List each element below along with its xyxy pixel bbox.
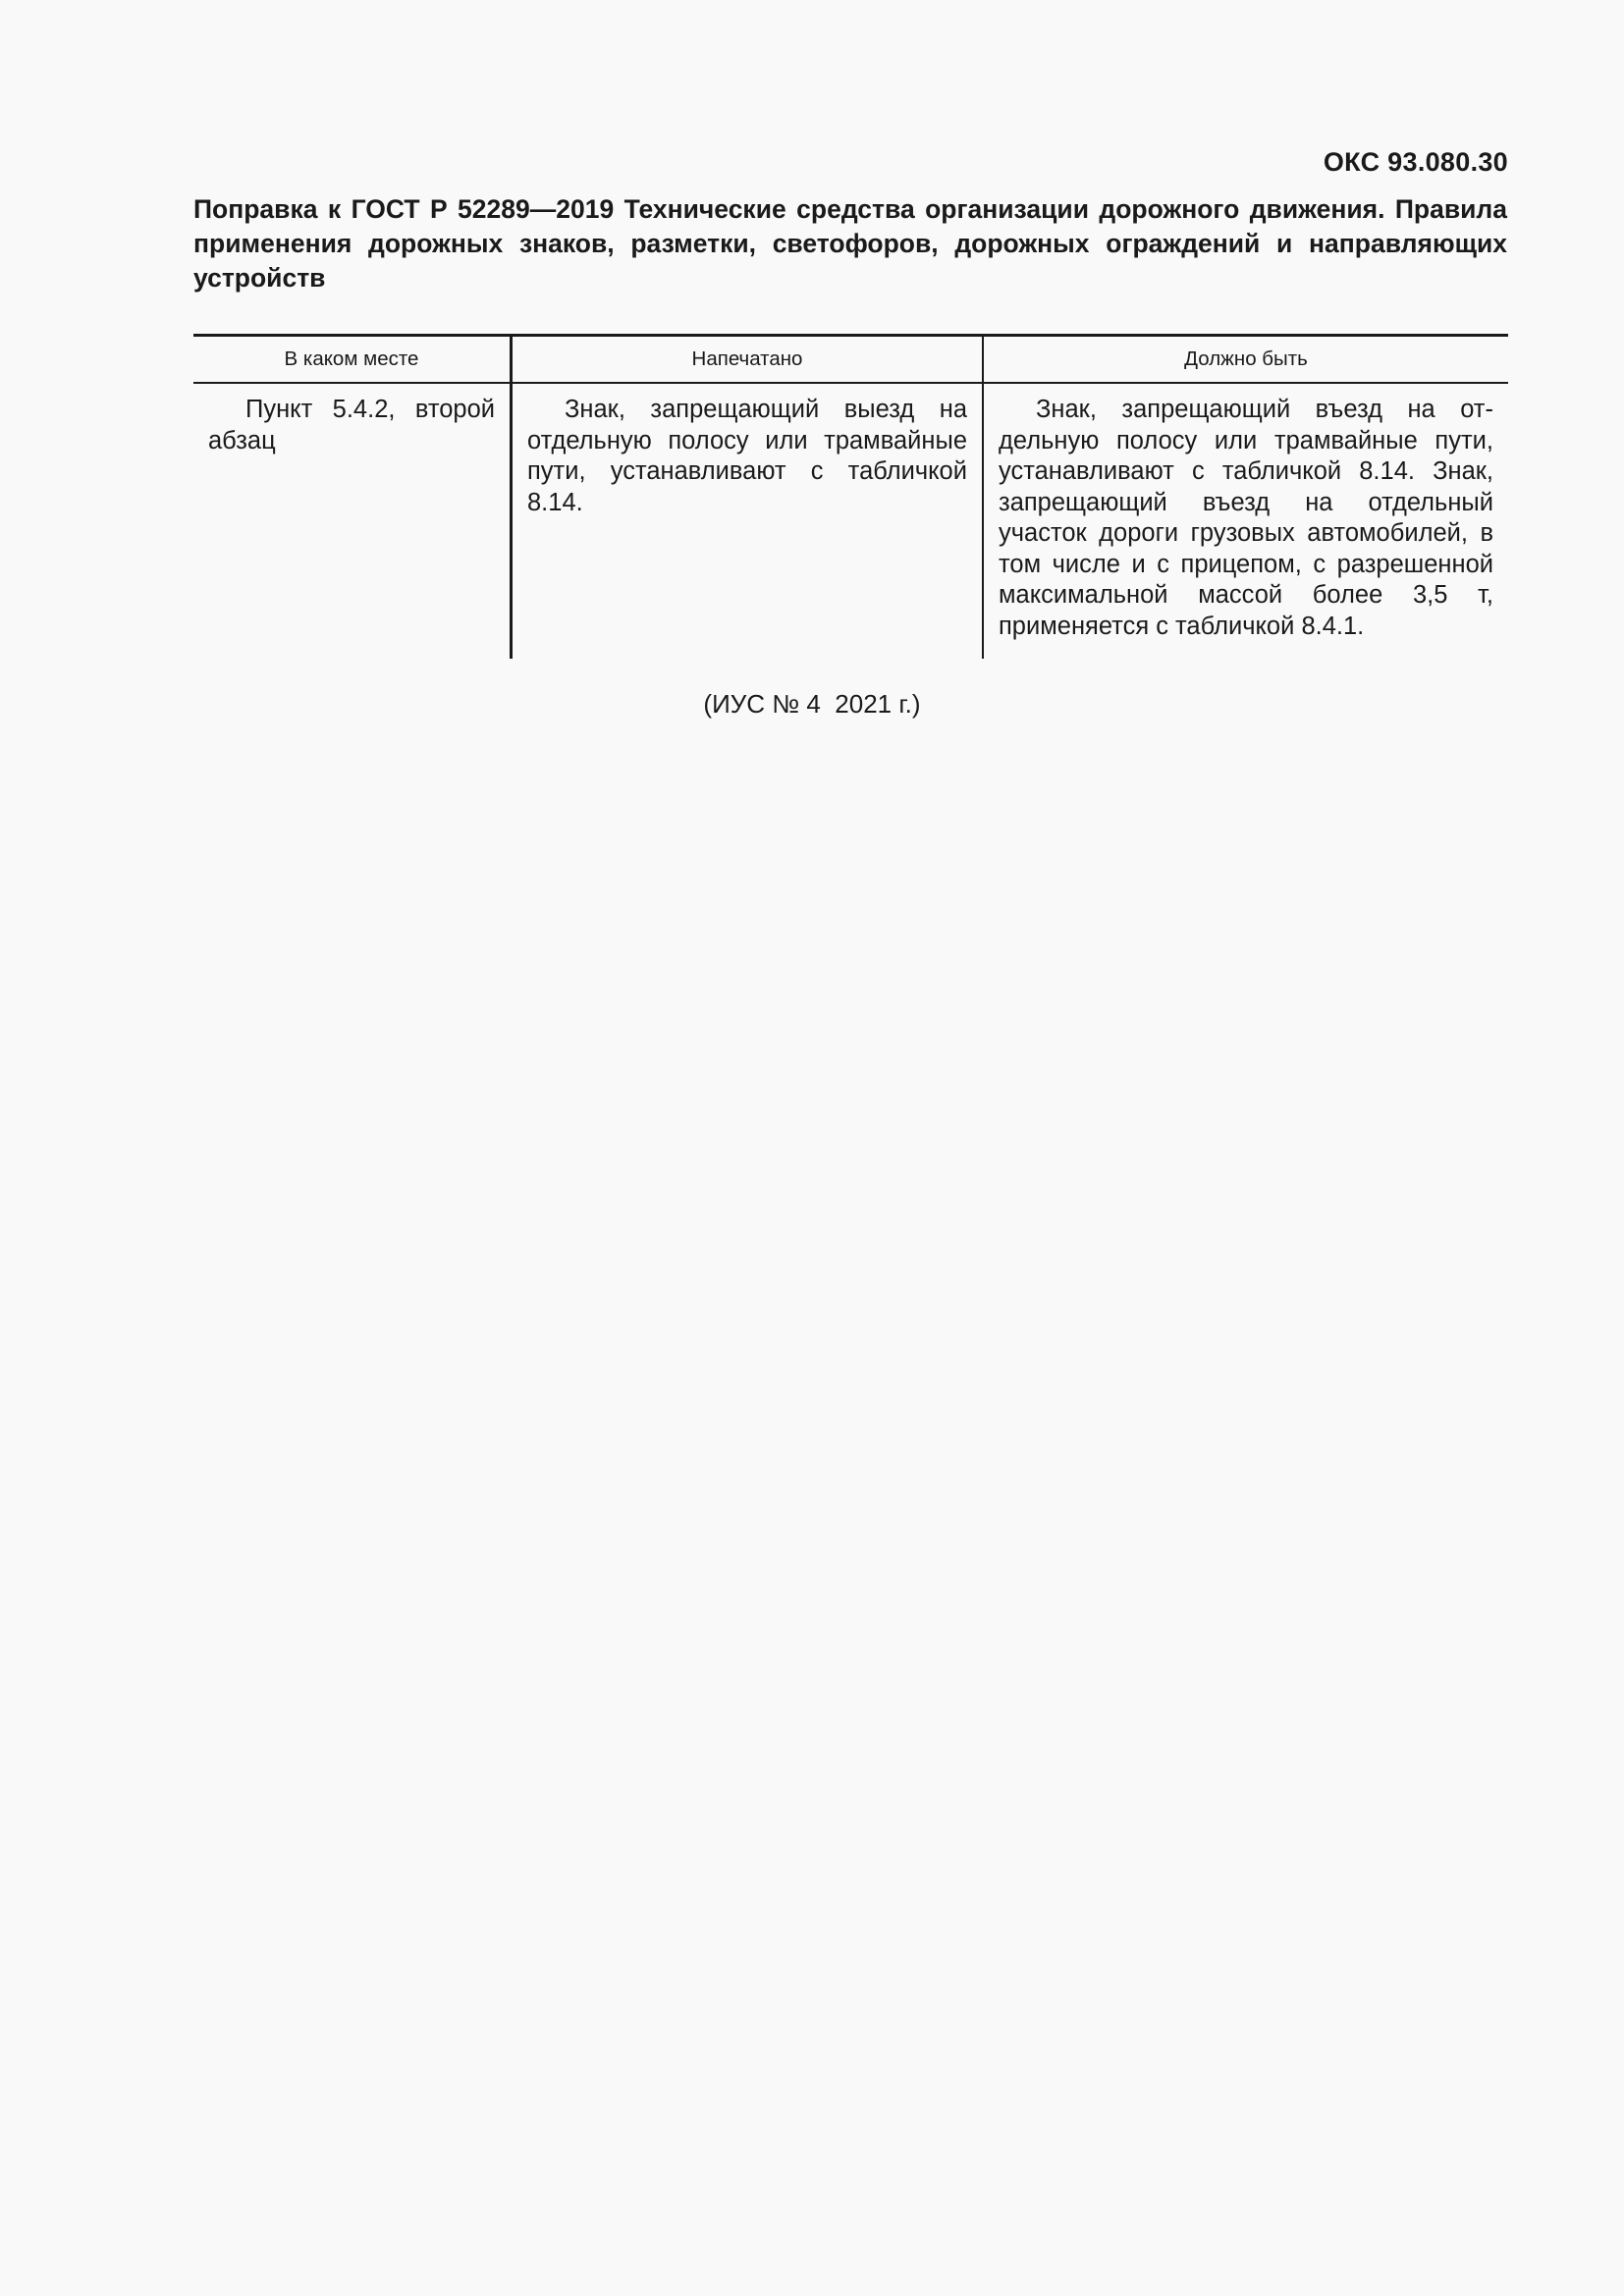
header-place: В каком месте — [284, 347, 419, 370]
header-printed: Напечатано — [510, 337, 982, 382]
cell-place: Пункт 5.4.2, второй абзац — [208, 396, 495, 454]
cell-should-be: Знак, запрещающий въезд на отдельную полосу или трамвайные пути, устанавливают с табличкой 8.14. Знак, запрещающий въезд на отдельный участок дороги грузовых автомобилей, в том числе и с прицепом, с разрешенной максимальной массой более 3,5 т, применяется с табличкой 8.4.1. — [982, 384, 1508, 659]
classification-code: ОКС 93.080.30 — [1323, 147, 1508, 177]
document-title: Поправка к ГОСТ Р 52289—2019 Технические средства организации дорожного движения. Правила применения дорожных знаков, разметки, светофоров, дорожных ограждений и направляющих устройств — [193, 194, 1507, 293]
table-row — [193, 384, 1508, 659]
ius-reference: (ИУС № 4 2021 г.) — [703, 689, 921, 719]
header-should-be: Должно быть — [982, 337, 1508, 382]
cell-printed: Знак, запрещающий выезд на отдельную полосу или трамвайные пути, устанавливают с табличкой 8.14. — [510, 384, 982, 659]
correction-table — [193, 334, 1508, 659]
table-header — [193, 337, 1508, 384]
